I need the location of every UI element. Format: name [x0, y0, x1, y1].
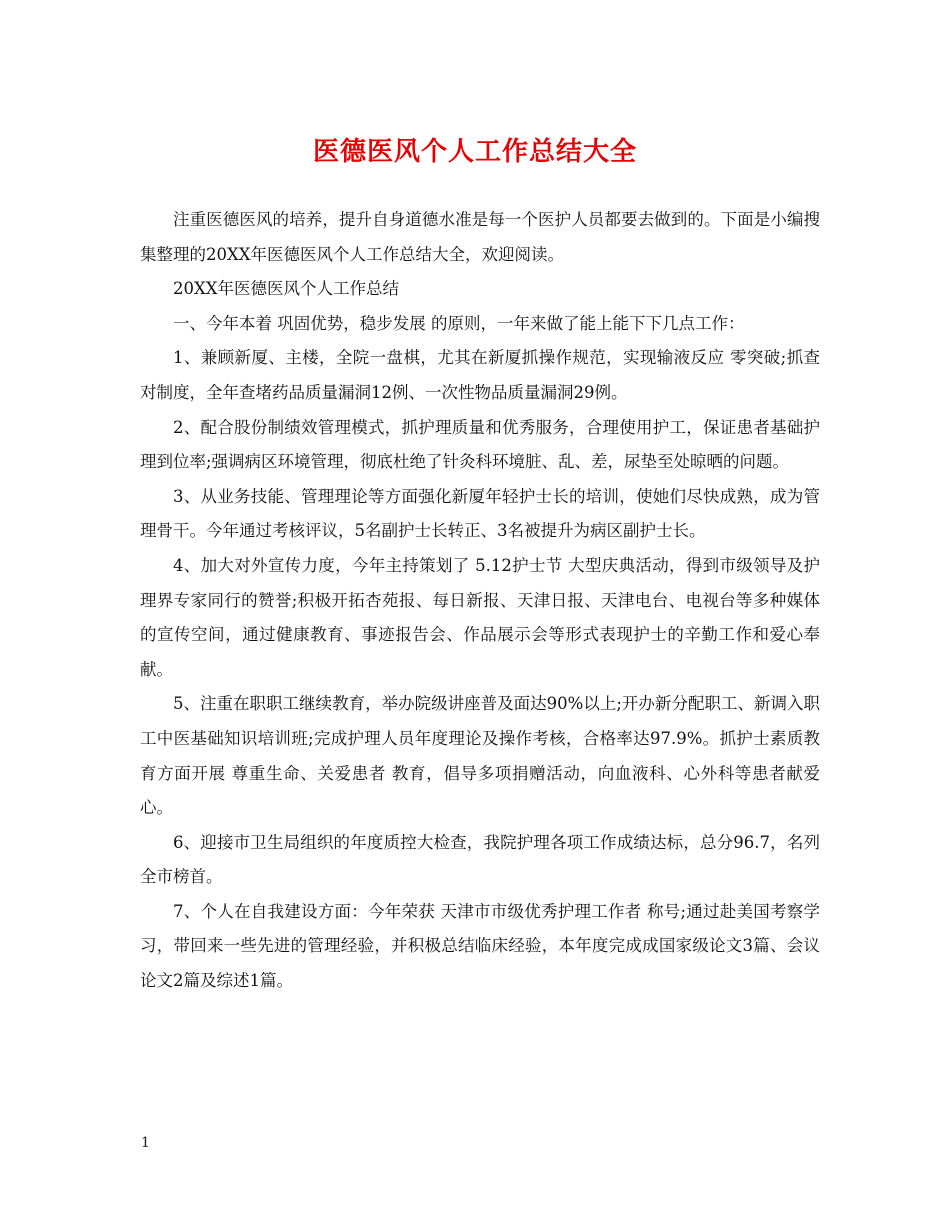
item-paragraph-5: 5、注重在职职工继续教育，举办院级讲座普及面达90%以上;开办新分配职工、新调入职工中医基础知识培训班;完成护理人员年度理论及操作考核，合格率达97.9%。抓护士素质教育方面开展 尊重生命、关爱患者 教育，倡导多项捐赠活动，向血液科、心外科等患者献爱心。: [140, 694, 820, 818]
intro-paragraph: 注重医德医风的培养，提升自身道德水准是每一个医护人员都要去做到的。下面是小编搜集整理的20XX年医德医风个人工作总结大全，欢迎阅读。: [140, 210, 820, 264]
section-intro-paragraph: 一、今年本着 巩固优势，稳步发展 的原则，一年来做了能上能下下几点工作：: [173, 313, 745, 333]
item-paragraph-7: 7、个人在自我建设方面：今年荣获 天津市市级优秀护理工作者 称号;通过赴美国考察学习，带回来一些先进的管理经验，并积极总结临床经验，本年度完成成国家级论文3篇、会议论文2篇及综述1篇。: [140, 901, 820, 991]
item-paragraph-2: 2、配合股份制绩效管理模式，抓护理质量和优秀服务，合理使用护工，保证患者基础护理到位率;强调病区环境管理，彻底杜绝了针灸科环境脏、乱、差，尿垫至处晾晒的问题。: [140, 417, 820, 472]
item-paragraph-1: 1、兼顾新厦、主楼，全院一盘棋，尤其在新厦抓操作规范，实现输液反应 零突破;抓查对制度，全年查堵药品质量漏洞12例、一次性物品质量漏洞29例。: [140, 348, 820, 402]
section-heading: 20XX年医德医风个人工作总结: [173, 279, 399, 299]
document-body: [140, 203, 820, 999]
page-number: 1: [141, 1135, 150, 1151]
item-paragraph-6: 6、迎接市卫生局组织的年度质控大检查，我院护理各项工作成绩达标，总分96.7，名列全市榜首。: [140, 832, 820, 887]
item-paragraph-3: 3、从业务技能、管理理论等方面强化新厦年轻护士长的培训，使她们尽快成熟，成为管理骨干。今年通过考核评议，5名副护士长转正、3名被提升为病区副护士长。: [140, 486, 820, 541]
document-title: 医德医风个人工作总结大全: [312, 137, 637, 167]
item-paragraph-4: 4、加大对外宣传力度，今年主持策划了 5.12护士节 大型庆典活动，得到市级领导及护理界专家同行的赞誉;积极开拓杏苑报、每日新报、天津日报、天津电台、电视台等多种媒体的宣传空间，通过健康教育、事迹报告会、作品展示会等形式表现护士的辛勤工作和爱心奉献。: [140, 555, 820, 679]
